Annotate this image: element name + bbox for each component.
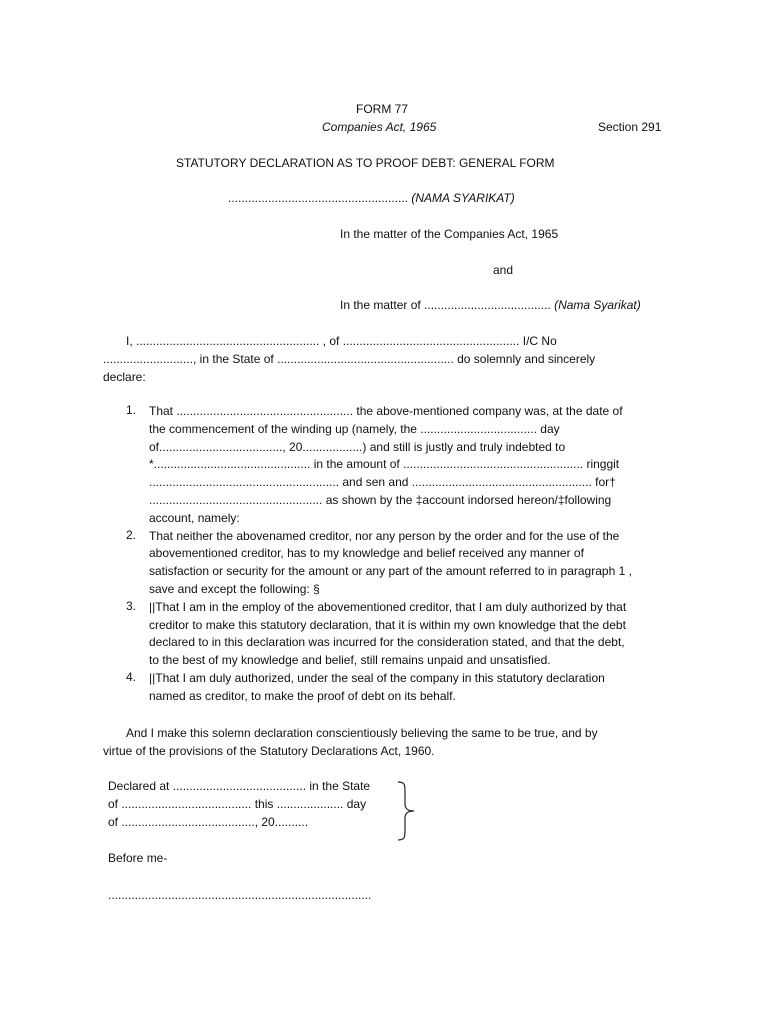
item-number: 2. (126, 527, 137, 542)
page-title: STATUTORY DECLARATION AS TO PROOF DEBT: GENERAL FORM (176, 156, 555, 170)
item-line: That ..................................................... the above-mentioned company was, at the date of (149, 404, 623, 418)
item-line: ||That I am in the employ of the abovementioned creditor, that I am duly authorized by that (149, 599, 627, 614)
closing-line-2: virtue of the provisions of the Statutory Declarations Act, 1960. (103, 744, 435, 758)
intro-line-1: I, ....................................................... , of ..................................................... I/C No (126, 334, 557, 348)
item-line: creditor to make this statutory declaration, that it is within my own knowledge that the debt (149, 617, 626, 632)
item-line: the commencement of the winding up (namely, the ................................... day (149, 421, 560, 436)
declaration-item (126, 403, 666, 528)
declared-year-line: of ........................................, 20.......... (108, 815, 309, 829)
before-me-label: Before me- (108, 851, 168, 865)
item-line: abovementioned creditor, has to my knowledge and belief received any manner of (149, 546, 584, 561)
declaration-item (126, 670, 666, 706)
item-line: save and except the following: § (149, 581, 320, 596)
act-name: Companies Act, 1965 (322, 120, 437, 134)
declared-at-line: Declared at ........................................ in the State (108, 779, 371, 793)
item-line: *............................................... in the amount of ...................................................... ringgit (149, 457, 620, 472)
item-line: ||That I am duly authorized, under the seal of the company in this statutory declaration (149, 670, 605, 685)
item-number: 3. (126, 598, 137, 613)
item-line: .................................................... as shown by the ‡account indorsed hereon/‡following (149, 492, 612, 507)
intro-line-3: declare: (103, 370, 146, 384)
item-number: 1. (126, 403, 137, 417)
matter-company-text: In the matter of ...................................... (340, 298, 551, 312)
declared-date-line: of ....................................... this .................... day (108, 797, 367, 811)
company-name-line (228, 189, 515, 207)
declaration-items (126, 403, 666, 706)
item-line: That neither the abovenamed creditor, nor any person by the order and for the use of the (149, 528, 620, 543)
matter-companies-act: In the matter of the Companies Act, 1965 (340, 227, 559, 241)
declaration-item (126, 599, 666, 670)
closing-line-1: And I make this solemn declaration conscientiously believing the same to be true, and by (126, 726, 598, 740)
item-line: of....................................., 20..................) and still is justly and truly indebted to (149, 439, 566, 454)
company-name-label: (NAMA SYARIKAT) (411, 191, 515, 205)
item-line: satisfaction or security for the amount or any part of the amount referred to in paragraph 1 , (149, 564, 632, 579)
item-number: 4. (126, 669, 137, 684)
item-line: ......................................................... and sen and ...................................................... for† (149, 475, 616, 490)
form-number: FORM 77 (356, 102, 409, 116)
matter-company-label: (Nama Syarikat) (554, 298, 641, 312)
item-line: to the best of my knowledge and belief, still remains unpaid and unsatisfied. (149, 653, 551, 668)
declaration-item (126, 528, 666, 599)
and-text: and (493, 263, 514, 277)
item-line: declared to in this declaration was incurred for the consideration stated, and that the debt, (149, 635, 625, 650)
item-line: account, namely: (149, 510, 240, 525)
section-number: Section 291 (598, 120, 662, 134)
curly-brace-icon (396, 780, 418, 842)
company-name-dots: ...................................................... (228, 191, 409, 205)
intro-line-2: ..........................., in the State of ..................................................... do solemnly and sincerely (103, 352, 596, 366)
item-line: named as creditor, to make the proof of debt on its behalf. (149, 688, 456, 703)
matter-company (340, 296, 641, 314)
signature-line: ............................................................................... (108, 888, 372, 902)
